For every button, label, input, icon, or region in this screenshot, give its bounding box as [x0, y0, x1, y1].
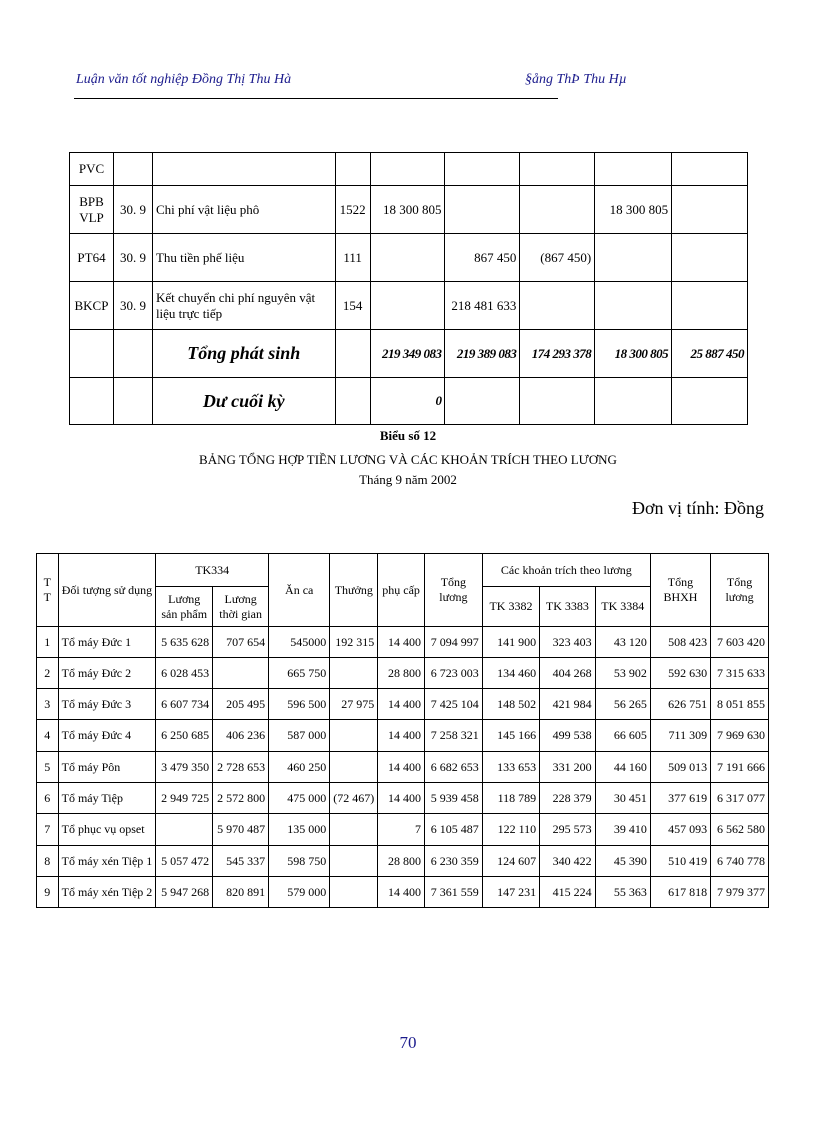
payroll-cell: Tổ máy Đức 2 — [58, 658, 156, 689]
ledger-cell-empty — [335, 378, 370, 425]
payroll-cell: 6 562 580 — [711, 814, 769, 846]
payroll-cell: Tổ máy Đức 3 — [58, 689, 156, 720]
payroll-row — [37, 846, 769, 877]
page-number: 70 — [399, 1033, 417, 1052]
payroll-cell: 6 028 453 — [156, 658, 213, 689]
ledger-total-c5: 25 887 450 — [672, 330, 748, 378]
ledger-cell-c4 — [595, 234, 672, 282]
hdr-tt: T T — [37, 554, 59, 627]
payroll-cell: 6 105 487 — [424, 814, 482, 846]
ledger-cell-c2: 218 481 633 — [445, 282, 520, 330]
payroll-cell: 404 268 — [540, 658, 595, 689]
payroll-cell — [330, 752, 378, 783]
payroll-cell — [330, 846, 378, 877]
ledger-cell-empty — [672, 378, 748, 425]
payroll-cell: Tổ máy Đức 4 — [58, 720, 156, 752]
payroll-row — [37, 627, 769, 658]
ledger-cell-acct: 154 — [335, 282, 370, 330]
ledger-cell-c2: 867 450 — [445, 234, 520, 282]
payroll-cell: 545000 — [269, 627, 330, 658]
payroll-cell: Tổ máy Tiệp — [58, 783, 156, 814]
payroll-cell: 711 309 — [650, 720, 710, 752]
ledger-ending-row — [70, 378, 748, 425]
hdr-time: Lương thời gian — [213, 587, 269, 627]
ledger-cell-desc: Thu tiền phế liệu — [152, 234, 335, 282]
hdr-grand: Tổng lương — [711, 554, 769, 627]
payroll-cell: 508 423 — [650, 627, 710, 658]
ledger-cell-c3 — [520, 186, 595, 234]
ledger-cell-c5 — [672, 234, 748, 282]
ledger-total-label: Tổng phát sinh — [152, 330, 335, 378]
payroll-cell: 6 250 685 — [156, 720, 213, 752]
ledger-cell-empty — [70, 330, 114, 378]
payroll-row — [37, 720, 769, 752]
payroll-cell: 27 975 — [330, 689, 378, 720]
payroll-cell: 579 000 — [269, 877, 330, 908]
payroll-cell: 8 051 855 — [711, 689, 769, 720]
hdr-allowance: phụ cấp — [378, 554, 425, 627]
ledger-row — [70, 153, 748, 186]
ledger-cell-acct: 1522 — [335, 186, 370, 234]
ledger-cell-c3: (867 450) — [520, 234, 595, 282]
payroll-cell: 340 422 — [540, 846, 595, 877]
payroll-cell: 5 635 628 — [156, 627, 213, 658]
payroll-cell — [330, 814, 378, 846]
payroll-cell: 7 094 997 — [424, 627, 482, 658]
payroll-cell: 141 900 — [482, 627, 539, 658]
ledger-cell-empty — [113, 330, 152, 378]
payroll-cell: 5 939 458 — [424, 783, 482, 814]
hdr-bonus: Thưởng — [330, 554, 378, 627]
payroll-cell: 134 460 — [482, 658, 539, 689]
payroll-cell: 5 — [37, 752, 59, 783]
payroll-cell — [156, 814, 213, 846]
payroll-cell: 457 093 — [650, 814, 710, 846]
payroll-cell: 596 500 — [269, 689, 330, 720]
payroll-cell: 421 984 — [540, 689, 595, 720]
ledger-cell-c4 — [595, 282, 672, 330]
ledger-cell-empty — [595, 378, 672, 425]
ledger-cell-c5 — [672, 186, 748, 234]
payroll-cell: 5 057 472 — [156, 846, 213, 877]
payroll-cell: 377 619 — [650, 783, 710, 814]
payroll-cell: 28 800 — [378, 846, 425, 877]
payroll-cell: 14 400 — [378, 783, 425, 814]
ledger-cell-desc: Kết chuyển chi phí nguyên vật liệu trực tiếp — [152, 282, 335, 330]
payroll-cell: 406 236 — [213, 720, 269, 752]
ledger-total-c2: 219 389 083 — [445, 330, 520, 378]
payroll-cell: 460 250 — [269, 752, 330, 783]
payroll-cell: 707 654 — [213, 627, 269, 658]
payroll-cell: 295 573 — [540, 814, 595, 846]
payroll-cell: 45 390 — [595, 846, 650, 877]
table-period: Tháng 9 năm 2002 — [359, 472, 457, 487]
ledger-cell-doc: BPB VLP — [70, 186, 114, 234]
hdr-subject: Đối tượng sử dụng — [58, 554, 156, 627]
ledger-total-c4: 18 300 805 — [595, 330, 672, 378]
payroll-cell: 14 400 — [378, 752, 425, 783]
payroll-cell: 44 160 — [595, 752, 650, 783]
payroll-cell: 133 653 — [482, 752, 539, 783]
payroll-cell: 415 224 — [540, 877, 595, 908]
payroll-cell: 510 419 — [650, 846, 710, 877]
header-rule — [74, 98, 558, 99]
ledger-cell-c5 — [672, 153, 748, 186]
ledger-cell-c2 — [445, 186, 520, 234]
ledger-total-c1: 219 349 083 — [370, 330, 445, 378]
ledger-cell-empty — [445, 378, 520, 425]
payroll-cell: 30 451 — [595, 783, 650, 814]
payroll-cell: 135 000 — [269, 814, 330, 846]
payroll-cell: 509 013 — [650, 752, 710, 783]
payroll-cell: 7 — [37, 814, 59, 846]
ledger-cell-c4 — [595, 153, 672, 186]
ledger-row — [70, 282, 748, 330]
payroll-cell: 53 902 — [595, 658, 650, 689]
payroll-row — [37, 689, 769, 720]
hdr-tk3382: TK 3382 — [482, 587, 539, 627]
hdr-deductions: Các khoản trích theo lương — [482, 554, 650, 587]
ledger-cell-date: 30. 9 — [113, 186, 152, 234]
payroll-table — [36, 553, 769, 908]
payroll-cell — [330, 877, 378, 908]
payroll-row — [37, 814, 769, 846]
table-number: Biểu số 12 — [379, 428, 437, 443]
payroll-cell: 7 191 666 — [711, 752, 769, 783]
payroll-cell: 145 166 — [482, 720, 539, 752]
payroll-cell: 626 751 — [650, 689, 710, 720]
payroll-cell: 665 750 — [269, 658, 330, 689]
payroll-cell: Tổ máy xén Tiệp 1 — [58, 846, 156, 877]
ledger-table — [69, 152, 748, 425]
payroll-cell: 5 970 487 — [213, 814, 269, 846]
payroll-cell: 7 315 633 — [711, 658, 769, 689]
ledger-cell-c1 — [370, 282, 445, 330]
payroll-cell: 122 110 — [482, 814, 539, 846]
unit-label: Đơn vị tính: Đồng — [632, 498, 765, 518]
payroll-cell: 205 495 — [213, 689, 269, 720]
payroll-cell: 499 538 — [540, 720, 595, 752]
payroll-row — [37, 752, 769, 783]
hdr-meal: Ăn ca — [269, 554, 330, 627]
payroll-cell — [330, 720, 378, 752]
payroll-cell: 148 502 — [482, 689, 539, 720]
ledger-cell-doc: PT64 — [70, 234, 114, 282]
payroll-cell: 39 410 — [595, 814, 650, 846]
hdr-tk3383: TK 3383 — [540, 587, 595, 627]
payroll-cell: 475 000 — [269, 783, 330, 814]
payroll-cell: 6 230 359 — [424, 846, 482, 877]
payroll-cell: 6 — [37, 783, 59, 814]
payroll-cell: 4 — [37, 720, 59, 752]
payroll-cell: 66 605 — [595, 720, 650, 752]
payroll-cell: 617 818 — [650, 877, 710, 908]
ledger-cell-doc: BKCP — [70, 282, 114, 330]
payroll-cell: (72 467) — [330, 783, 378, 814]
payroll-cell: 118 789 — [482, 783, 539, 814]
payroll-cell: 6 317 077 — [711, 783, 769, 814]
hdr-total: Tổng lương — [424, 554, 482, 627]
payroll-cell: 7 969 630 — [711, 720, 769, 752]
payroll-cell: 820 891 — [213, 877, 269, 908]
ledger-cell-date: 30. 9 — [113, 234, 152, 282]
payroll-cell: 14 400 — [378, 720, 425, 752]
payroll-cell: 14 400 — [378, 877, 425, 908]
payroll-cell: 2 949 725 — [156, 783, 213, 814]
payroll-cell: 5 947 268 — [156, 877, 213, 908]
ledger-row — [70, 186, 748, 234]
payroll-row — [37, 658, 769, 689]
payroll-cell: 331 200 — [540, 752, 595, 783]
payroll-cell: 7 361 559 — [424, 877, 482, 908]
payroll-cell: 6 682 653 — [424, 752, 482, 783]
ledger-total-c3: 174 293 378 — [520, 330, 595, 378]
payroll-cell: Tổ phục vụ opset — [58, 814, 156, 846]
hdr-bhxh: Tổng BHXH — [650, 554, 710, 627]
ledger-cell-c3 — [520, 153, 595, 186]
ledger-cell-doc: PVC — [70, 153, 114, 186]
table-title: BẢNG TỔNG HỢP TIỀN LƯƠNG VÀ CÁC KHOẢN TRÍCH THEO LƯƠNG — [199, 452, 617, 467]
hdr-tk334: TK334 — [156, 554, 269, 587]
payroll-cell: 592 630 — [650, 658, 710, 689]
payroll-cell: 228 379 — [540, 783, 595, 814]
ledger-cell-c1 — [370, 153, 445, 186]
ledger-cell-c5 — [672, 282, 748, 330]
payroll-cell: 7 425 104 — [424, 689, 482, 720]
ledger-ending-label: Dư cuối kỳ — [152, 378, 335, 425]
payroll-cell: 6 723 003 — [424, 658, 482, 689]
ledger-cell-desc: Chi phí vật liệu phô — [152, 186, 335, 234]
ledger-cell-c3 — [520, 282, 595, 330]
ledger-cell-acct — [335, 153, 370, 186]
payroll-cell: 14 400 — [378, 627, 425, 658]
payroll-cell — [330, 658, 378, 689]
payroll-row — [37, 783, 769, 814]
payroll-cell: 192 315 — [330, 627, 378, 658]
payroll-cell: 9 — [37, 877, 59, 908]
payroll-cell: 1 — [37, 627, 59, 658]
payroll-row — [37, 877, 769, 908]
payroll-cell: 56 265 — [595, 689, 650, 720]
ledger-cell-empty — [70, 378, 114, 425]
payroll-cell: 14 400 — [378, 689, 425, 720]
ledger-cell-date — [113, 153, 152, 186]
payroll-cell: Tổ máy Đức 1 — [58, 627, 156, 658]
payroll-cell: 55 363 — [595, 877, 650, 908]
ledger-cell-date: 30. 9 — [113, 282, 152, 330]
payroll-cell: 2 — [37, 658, 59, 689]
ledger-cell-c1 — [370, 234, 445, 282]
payroll-cell: 3 479 350 — [156, 752, 213, 783]
header-right: §ång ThÞ Thu Hµ — [525, 72, 627, 87]
ledger-cell-acct: 111 — [335, 234, 370, 282]
payroll-cell: 124 607 — [482, 846, 539, 877]
ledger-cell-desc — [152, 153, 335, 186]
ledger-total-row — [70, 330, 748, 378]
hdr-tk3384: TK 3384 — [595, 587, 650, 627]
payroll-cell: Tổ máy xén Tiệp 2 — [58, 877, 156, 908]
hdr-piece: Lương sản phẩm — [156, 587, 213, 627]
payroll-cell: 545 337 — [213, 846, 269, 877]
payroll-cell: 323 403 — [540, 627, 595, 658]
payroll-cell: 7 603 420 — [711, 627, 769, 658]
ledger-ending-c1: 0 — [370, 378, 445, 425]
ledger-row — [70, 234, 748, 282]
payroll-cell: 598 750 — [269, 846, 330, 877]
payroll-cell: 6 740 778 — [711, 846, 769, 877]
ledger-cell-empty — [335, 330, 370, 378]
payroll-cell: 7 258 321 — [424, 720, 482, 752]
payroll-cell: Tổ máy Pôn — [58, 752, 156, 783]
ledger-cell-c4: 18 300 805 — [595, 186, 672, 234]
payroll-cell: 3 — [37, 689, 59, 720]
ledger-cell-c2 — [445, 153, 520, 186]
payroll-cell: 6 607 734 — [156, 689, 213, 720]
payroll-cell: 2 572 800 — [213, 783, 269, 814]
payroll-cell: 587 000 — [269, 720, 330, 752]
header-left: Luận văn tốt nghiệp Đồng Thị Thu Hà — [76, 72, 292, 87]
ledger-cell-empty — [520, 378, 595, 425]
payroll-cell — [213, 658, 269, 689]
payroll-cell: 28 800 — [378, 658, 425, 689]
payroll-cell: 2 728 653 — [213, 752, 269, 783]
payroll-cell: 7 — [378, 814, 425, 846]
payroll-cell: 8 — [37, 846, 59, 877]
ledger-cell-c1: 18 300 805 — [370, 186, 445, 234]
payroll-cell: 43 120 — [595, 627, 650, 658]
payroll-cell: 7 979 377 — [711, 877, 769, 908]
ledger-cell-empty — [113, 378, 152, 425]
payroll-cell: 147 231 — [482, 877, 539, 908]
